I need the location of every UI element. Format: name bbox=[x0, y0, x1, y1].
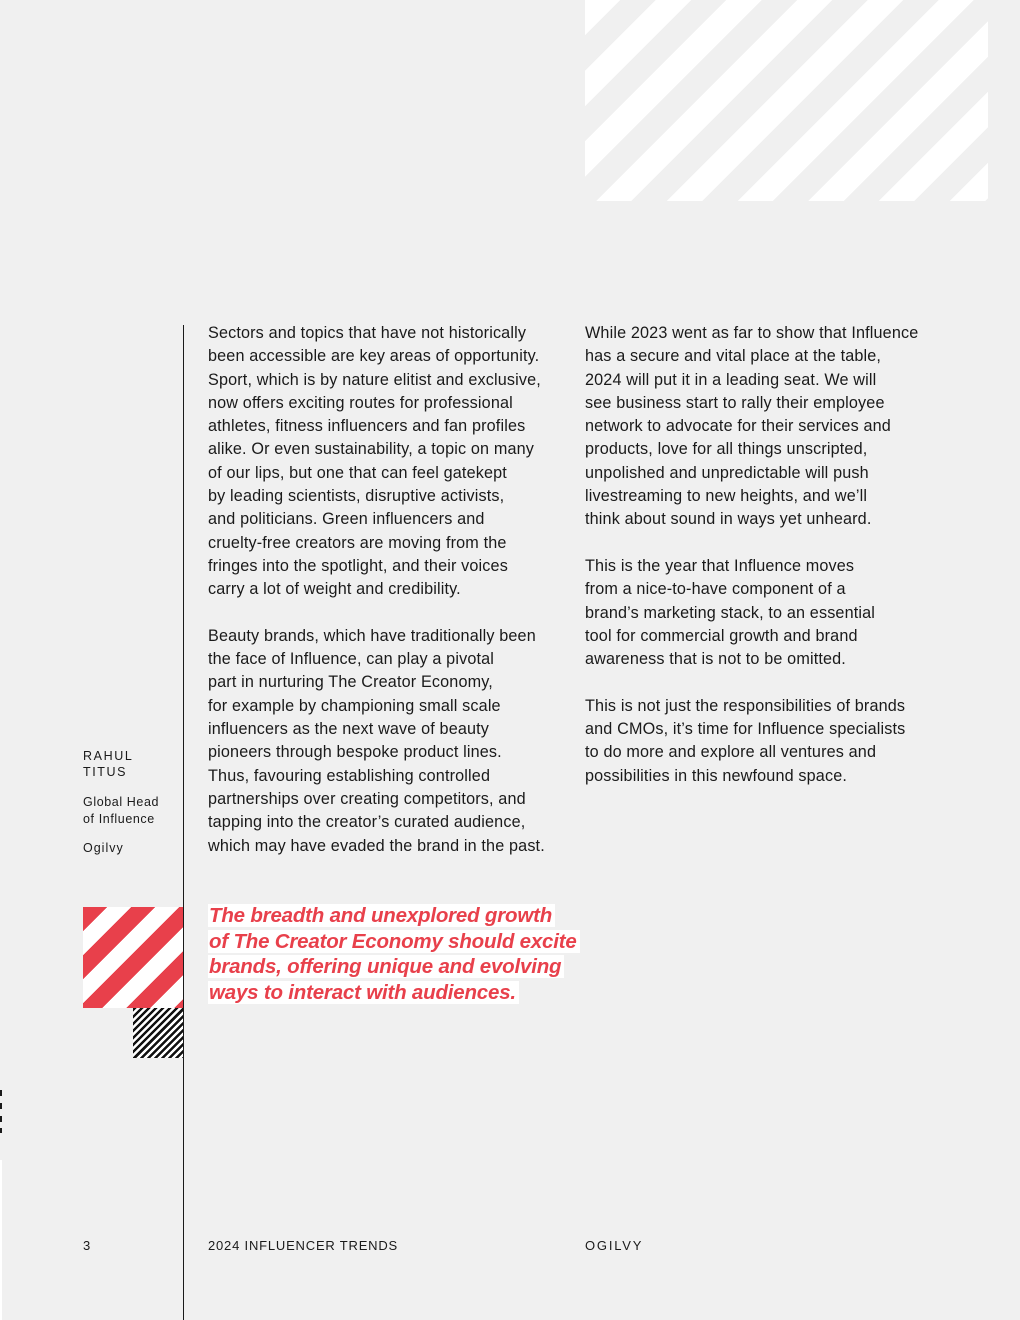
edge-mark bbox=[0, 1116, 2, 1122]
body-paragraph: Beauty brands, which have traditionally been the face of Influence, can play a pivotal part in nurturing The Creator Economy, for example by championing small scale influencers as the next wave of beauty pioneers through bespoke product lines. Thus, favouring establishing controlled partnerships over creating competitors, and tapping into the creator’s curated audience, which may have evaded the brand in the past. bbox=[208, 626, 545, 855]
author-role: Global Head of Influence bbox=[83, 795, 160, 826]
body-paragraph: While 2023 went as far to show that Influence has a secure and vital place at the table, 2024 will put it in a leading seat. We will see business start to rally their employee network to advocate for their services and products, love for all things unscripted, unpolished and unpredictable will push livestreaming to new heights, and we’ll think about sound in ways yet unheard. bbox=[585, 324, 919, 529]
page-number: 3 bbox=[83, 1238, 92, 1253]
footer-brand: OGILVY bbox=[585, 1238, 644, 1253]
edge-mark bbox=[0, 1103, 2, 1109]
body-paragraph: Sectors and topics that have not historically been accessible are key areas of opportunity. Sport, which is by nature elitist and exclusive, now offers exciting routes for professional athletes, fitness influencers and fan profiles alike. Or even sustainability, a topic on many of our lips, but one that can feel gatekept by leading scientists, disruptive activists, and politicians. Green influencers and cruelty-free creators are moving from the fringes into the spotlight, and their voices carry a lot of weight and credibility. bbox=[208, 324, 541, 599]
author-company: Ogilvy bbox=[83, 841, 124, 855]
red-stripe-graphic bbox=[83, 907, 183, 1008]
author-name: RAHUL TITUS bbox=[83, 749, 134, 779]
body-paragraph: This is the year that Influence moves from a nice-to-have component of a brand’s marketing stack, to an essential tool for commercial growth and brand awareness that is not to be omitted. bbox=[585, 556, 876, 669]
decorative-stripe-block bbox=[585, 0, 988, 201]
body-column-right bbox=[585, 322, 945, 811]
black-hatch-graphic bbox=[133, 1008, 183, 1058]
body-column-left bbox=[208, 322, 568, 881]
body-paragraph: This is not just the responsibilities of brands and CMOs, it’s time for Influence specialists to do more and explore all ventures and possibilities in this newfound space. bbox=[585, 696, 906, 785]
vertical-divider bbox=[183, 325, 184, 1320]
pull-quote bbox=[208, 903, 608, 1006]
edge-mark bbox=[0, 1128, 2, 1133]
edge-mark bbox=[0, 1090, 2, 1096]
edge-mark bbox=[0, 1160, 2, 1320]
pull-quote-text: The breadth and unexplored growth of The Creator Economy should excite brands, offering unique and evolving ways to interact with audiences. bbox=[208, 904, 580, 1004]
footer-title: 2024 INFLUENCER TRENDS bbox=[208, 1238, 399, 1253]
